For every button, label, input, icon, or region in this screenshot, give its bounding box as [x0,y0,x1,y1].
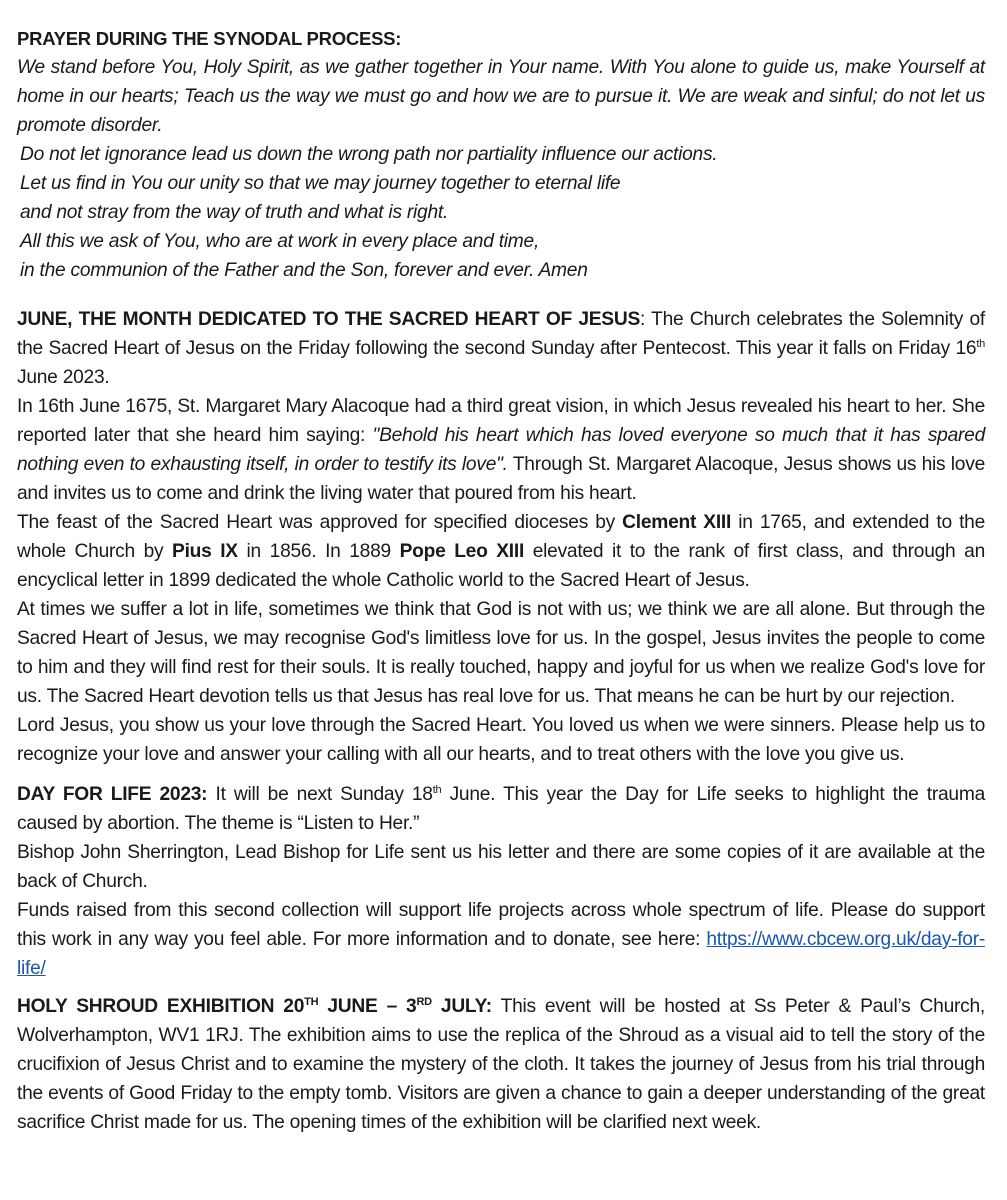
sacred-heart-intro-end: June 2023. [17,367,110,388]
history-text: The feast of the Sacred Heart was approved for specified dioceses by [17,512,623,533]
day-for-life-intro [17,780,985,838]
vision-text-end: Through St. Margaret Alacoque, Jesus shows us his love and invites us to come and drink the living water that poured from his heart. [17,454,985,504]
ordinal-suffix: RD [416,996,432,1008]
prayer-line: All this we ask of You, who are at work in every place and time, [20,231,540,252]
day-for-life-section [17,780,985,983]
history-text: in 1765, and extended to the whole Church by [17,512,985,562]
collection-note [17,896,985,983]
ordinal-suffix: th [976,338,985,350]
pope-pius: Pius IX [172,541,238,562]
shroud-heading-part: JUNE – 3 [318,996,417,1017]
sacred-heart-heading: JUNE, THE MONTH DEDICATED TO THE SACRED HEART OF JESUS [17,309,641,330]
holy-shroud-text: This event will be hosted at Ss Peter & Paul’s Church, Wolverhampton, WV1 1RJ. The exhibition aims to use the replica of the Shroud as a visual aid to tell the story of the crucifixion of Jesus Christ and to examine the mystery of the cloth. It takes the journey of Jesus from his trial through the events of Good Friday to the empty tomb. Visitors are given a chance to gain a deeper understanding of the great sacrifice Christ made for us. The opening times of the exhibition will be clarified next week. [17,996,985,1133]
prayer-line: Let us find in You our unity so that we may journey together to eternal life [20,173,621,194]
history-text: elevated it to the rank of first class, and through an encyclical letter in 1899 dedicated the whole Catholic world to the Sacred Heart of Jesus. [17,541,985,591]
sacred-heart-reflection: At times we suffer a lot in life, sometimes we think that God is not with us; we think we are all alone. But through the Sacred Heart of Jesus, we may recognise God's limitless love for us. In the gospel, Jesus invites the people to come to him and they will find rest for their souls. It is really touched, happy and joyful for us when we realize God's love for us. The Sacred Heart devotion tells us that Jesus has real love for us. That means he can be hurt by our rejection. [17,599,985,707]
prayer-line: Do not let ignorance lead us down the wrong path nor partiality influence our actions. [20,144,718,165]
sacred-heart-intro-text: : The Church celebrates the Solemnity of the Sacred Heart of Jesus on the Friday following the second Sunday after Pentecost. This year it falls on Friday 16 [17,309,985,359]
prayer-line: in the communion of the Father and the Son, forever and ever. Amen [20,260,588,281]
holy-shroud-paragraph [17,992,985,1137]
ordinal-suffix: th [432,784,442,796]
shroud-heading-part: HOLY SHROUD EXHIBITION 20 [17,996,305,1017]
collection-text: Funds raised from this second collection will support life projects across whole spectrum of life. Please do support this work in any way you feel able. For more information and to donate, see here: [17,900,985,950]
sacred-heart-prayer: Lord Jesus, you show us your love through the Sacred Heart. You loved us when we were sinners. Please help us to recognize your love and answer your calling with all our hearts, and to treat others with the love you give us. [17,715,985,765]
day-for-life-text: It will be next Sunday 18 [207,784,433,805]
holy-shroud-heading [17,996,492,1017]
day-for-life-heading: DAY FOR LIFE 2023: [17,784,208,805]
pope-clement: Clement XIII [622,512,732,533]
vision-text: In 16th June 1675, St. Margaret Mary Alacoque had a third great vision, in which Jesus revealed his heart to her. She reported later that she heard him saying: [17,396,985,446]
bishop-letter-note: Bishop John Sherrington, Lead Bishop for Life sent us his letter and there are some copies of it are available at the back of Church. [17,842,985,892]
day-for-life-link[interactable]: https://www.cbcew.org.uk/day-for-life/ [17,929,985,979]
prayer-section [17,24,985,285]
day-for-life-text: June. This year the Day for Life seeks to highlight the trauma caused by abortion. The theme is “Listen to Her.” [17,784,985,834]
holy-shroud-section [17,992,985,1137]
ordinal-suffix: TH [304,996,319,1008]
prayer-heading: PRAYER DURING THE SYNODAL PROCESS: [17,28,402,49]
pope-leo: Pope Leo XIII [399,541,525,562]
sacred-heart-section [17,305,985,769]
prayer-line: and not stray from the way of truth and what is right. [20,202,449,223]
history-text: in 1856. In 1889 [237,541,400,562]
shroud-heading-part: JULY: [431,996,492,1017]
sacred-heart-history [17,508,985,595]
sacred-heart-vision [17,392,985,508]
vision-quote: "Behold his heart which has loved everyone so much that it has spared nothing even to exhausting itself, in order to testify its love". [17,425,985,475]
prayer-paragraph: We stand before You, Holy Spirit, as we gather together in Your name. With You alone to guide us, make Yourself at home in our hearts; Teach us the way we must go and how we are to pursue it. We are weak and sinful; do not let us promote disorder. [17,57,985,136]
sacred-heart-intro [17,305,985,392]
